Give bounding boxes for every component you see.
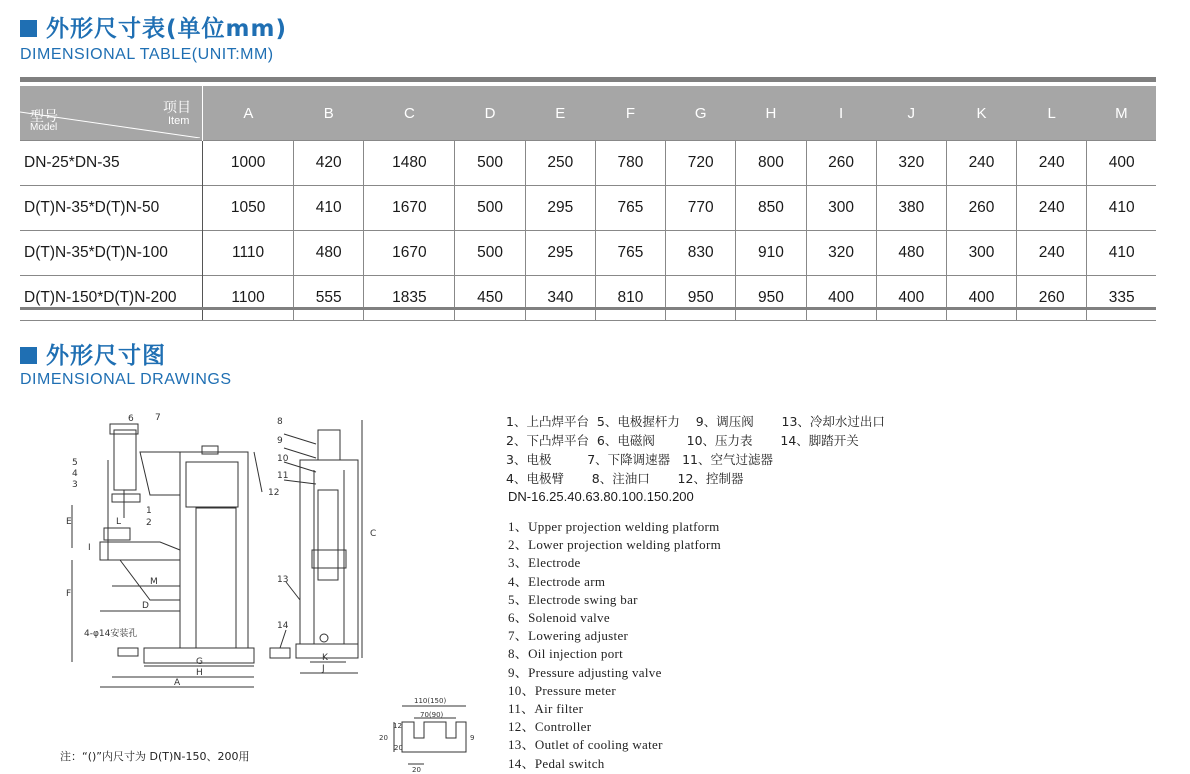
legend-cn-line: 3、电极 7、下降调速器 11、空气过滤器 [506, 452, 773, 467]
column-header: M [1087, 86, 1156, 141]
dim-label-H: H [196, 668, 203, 678]
header-model-cn: 型号 [30, 108, 58, 124]
top-cap [202, 446, 218, 454]
column-header: B [294, 86, 364, 141]
table-row [20, 141, 1156, 186]
dim-label-M: M [150, 577, 158, 587]
value-cell: 400 [806, 276, 876, 321]
value-cell: 410 [294, 186, 364, 231]
square-bullet-icon [20, 20, 37, 37]
column-header: K [946, 86, 1016, 141]
detail-dim-9: 9 [470, 734, 475, 742]
callout-8: 8 [277, 417, 283, 427]
detail-dim-20-left: 20 [379, 734, 388, 742]
value-cell: 240 [1017, 186, 1087, 231]
leader-8 [284, 434, 316, 444]
dim-label-D: D [142, 601, 149, 611]
value-cell: 240 [1017, 231, 1087, 276]
legend-en-line: 5、Electrode swing bar [508, 591, 638, 607]
value-cell: 500 [455, 141, 525, 186]
table-row [20, 186, 1156, 231]
callout-5: 5 [72, 458, 78, 468]
electrode-assembly-front [318, 490, 338, 580]
legend-en-line: 8、Oil injection port [508, 646, 624, 662]
value-cell: 240 [1017, 141, 1087, 186]
table-bottom-divider [20, 307, 1156, 310]
value-cell: 410 [1087, 186, 1156, 231]
dim-label-K: K [322, 653, 328, 663]
leader-12 [254, 452, 262, 492]
value-cell: 500 [455, 231, 525, 276]
column-header: C [364, 86, 455, 141]
legend-en-line: 2、Lower projection welding platform [508, 537, 722, 553]
value-cell: 1670 [364, 186, 455, 231]
cooling-outlet [320, 634, 328, 642]
leader-14 [280, 630, 286, 648]
column-header: F [595, 86, 665, 141]
dim-label-J: J [322, 664, 325, 674]
value-cell: 480 [294, 231, 364, 276]
model-cell: DN-25*DN-35 [20, 141, 203, 186]
table-row [20, 276, 1156, 321]
dimensional-drawing [0, 400, 500, 774]
value-cell: 950 [666, 276, 736, 321]
table-row [20, 231, 1156, 276]
value-cell: 380 [876, 186, 946, 231]
value-cell: 765 [595, 231, 665, 276]
value-cell: 830 [666, 231, 736, 276]
dim-label-C: C [370, 529, 377, 539]
value-cell: 1480 [364, 141, 455, 186]
dim-label-L: L [116, 517, 122, 527]
value-cell: 340 [525, 276, 595, 321]
upper-arm [140, 452, 180, 495]
leader-9 [284, 448, 316, 458]
value-cell: 240 [946, 141, 1016, 186]
value-cell: 950 [736, 276, 806, 321]
header-item-en: Item [168, 115, 190, 127]
header-item-cn: 项目 [163, 99, 191, 115]
value-cell: 400 [876, 276, 946, 321]
column-header: I [806, 86, 876, 141]
value-cell: 260 [946, 186, 1016, 231]
column-header: A [203, 86, 294, 141]
value-cell: 420 [294, 141, 364, 186]
value-cell: 555 [294, 276, 364, 321]
legend-en-line: 7、Lowering adjuster [508, 628, 629, 644]
callout-7: 7 [155, 413, 161, 423]
dim-label-G: G [196, 657, 203, 667]
value-cell: 250 [525, 141, 595, 186]
value-cell: 400 [946, 276, 1016, 321]
detail-dim-20-inner: 20 [394, 744, 403, 752]
value-cell: 295 [525, 231, 595, 276]
value-cell: 800 [736, 141, 806, 186]
value-cell: 910 [736, 231, 806, 276]
value-cell: 320 [806, 231, 876, 276]
legend-en-line: 12、Controller [508, 719, 592, 735]
section-subtitle-table: DIMENSIONAL TABLE(UNIT:MM) [20, 46, 274, 63]
callout-10: 10 [277, 454, 289, 464]
callout-1: 1 [146, 506, 152, 516]
section-title-table: 外形尺寸表(单位mm) [20, 10, 287, 43]
legend-cn-line: 2、下凸焊平台 6、电磁阀 10、压力表 14、脚踏开关 [506, 433, 859, 448]
value-cell: 400 [1087, 141, 1156, 186]
dim-label-A: A [174, 678, 181, 688]
callout-11: 11 [277, 471, 289, 481]
model-cell: D(T)N-35*D(T)N-50 [20, 186, 203, 231]
cylinder-front [318, 430, 340, 460]
legend-en-line: 9、Pressure adjusting valve [508, 664, 662, 680]
legend-en-line: 11、Air filter [508, 701, 584, 716]
legend-en-line: 3、Electrode [508, 555, 581, 571]
controller-box [186, 462, 238, 507]
section-subtitle-drawings: DIMENSIONAL DRAWINGS [20, 371, 232, 388]
column-header: D [455, 86, 525, 141]
value-cell: 320 [876, 141, 946, 186]
value-cell: 1670 [364, 231, 455, 276]
value-cell: 720 [666, 141, 736, 186]
value-cell: 260 [1017, 276, 1087, 321]
callout-12: 12 [268, 488, 280, 498]
callout-6: 6 [128, 414, 134, 424]
detail-dim-110: 110(150) [414, 697, 447, 705]
footnote: 注：“()”内尺寸为 D(T)N-150、200用 [60, 750, 250, 763]
value-cell: 300 [806, 186, 876, 231]
upper-platform [112, 494, 140, 502]
detail-dim-70: 70(90) [420, 711, 444, 719]
legend-en-line: 14、Pedal switch [508, 755, 605, 771]
model-series: DN-16.25.40.63.80.100.150.200 [508, 489, 694, 504]
section-title-drawings: 外形尺寸图 [20, 337, 166, 370]
table-corner-header [20, 86, 203, 141]
value-cell: 335 [1087, 276, 1156, 321]
detail-dim-12: 12 [393, 722, 402, 730]
slot-detail [402, 722, 466, 752]
pedal-side [118, 648, 138, 656]
cylinder-side [114, 430, 136, 490]
dimension-table [20, 86, 1156, 321]
top-divider [20, 77, 1156, 82]
value-cell: 1000 [203, 141, 294, 186]
dim-label-E: E [66, 517, 72, 527]
legend-cn-line: 1、上凸焊平台 5、电极握杆力 9、调压阀 13、冷却水过出口 [506, 414, 885, 429]
value-cell: 260 [806, 141, 876, 186]
legend-en-line: 10、Pressure meter [508, 682, 616, 698]
lower-arm [100, 542, 180, 560]
callout-4: 4 [72, 469, 78, 479]
column-header: H [736, 86, 806, 141]
callout-14: 14 [277, 621, 289, 631]
callout-9: 9 [277, 436, 283, 446]
pedal-front [270, 648, 290, 658]
dim-label-I: I [88, 543, 91, 553]
legend-en-line: 13、Outlet of cooling water [508, 737, 663, 753]
value-cell: 780 [595, 141, 665, 186]
legend-en-line: 4、Electrode arm [508, 573, 606, 589]
callout-13: 13 [277, 575, 289, 585]
value-cell: 1835 [364, 276, 455, 321]
dim-label-F: F [66, 589, 72, 599]
value-cell: 410 [1087, 231, 1156, 276]
value-cell: 300 [946, 231, 1016, 276]
mounting-hole-label: 4-φ14安装孔 [84, 629, 138, 639]
value-cell: 1110 [203, 231, 294, 276]
value-cell: 480 [876, 231, 946, 276]
legend-en-line: 6、Solenoid valve [508, 610, 610, 625]
column-header: E [525, 86, 595, 141]
legend-en-line: 1、Upper projection welding platform [508, 519, 720, 534]
value-cell: 1050 [203, 186, 294, 231]
value-cell: 810 [595, 276, 665, 321]
column-header: L [1017, 86, 1087, 141]
model-cell: D(T)N-35*D(T)N-100 [20, 231, 203, 276]
value-cell: 850 [736, 186, 806, 231]
value-cell: 1100 [203, 276, 294, 321]
value-cell: 770 [666, 186, 736, 231]
value-cell: 765 [595, 186, 665, 231]
machine-body-front [300, 460, 358, 644]
value-cell: 500 [455, 186, 525, 231]
legend-cn-line: 4、电极臂 8、注油口 12、控制器 [506, 471, 744, 486]
column-header: J [876, 86, 946, 141]
callout-3: 3 [72, 480, 78, 490]
value-cell: 450 [455, 276, 525, 321]
header-model-en: Model [30, 122, 58, 133]
value-cell: 295 [525, 186, 595, 231]
lower-platform-front [312, 550, 346, 568]
square-bullet-icon [20, 347, 37, 364]
column-header: G [666, 86, 736, 141]
detail-dim-20-bottom: 20 [412, 766, 421, 774]
column-panel [196, 508, 236, 648]
model-cell: D(T)N-150*D(T)N-200 [20, 276, 203, 321]
callout-2: 2 [146, 518, 152, 528]
